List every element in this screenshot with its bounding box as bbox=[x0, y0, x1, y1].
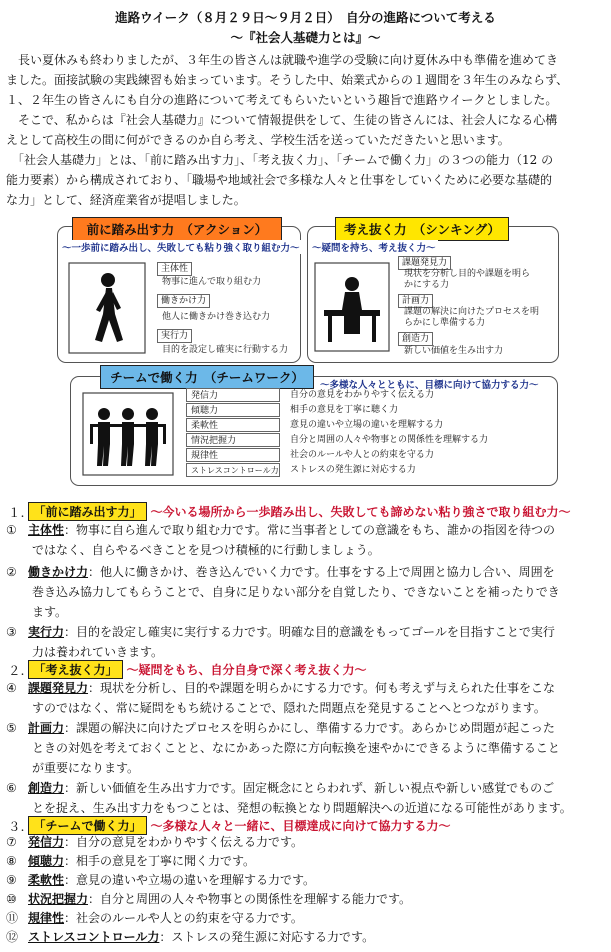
item-row: ⑪ 規律性：社会のルールや人との約束を守る力です。 bbox=[6, 911, 303, 925]
thinking-desc-3: 新しい価値を生み出す力 bbox=[404, 346, 504, 356]
item-row: ① 主体性：物事に自ら進んで取り組む力です。常に当事者としての意識をもち、誰かの指図を待つの bbox=[6, 523, 556, 537]
team-desc-6: ストレスの発生源に対応する力 bbox=[290, 465, 416, 475]
intro-line: ました。面接試験の実践練習も始まっています。そうした中、始業式からの１週間を３年生のみならず、 bbox=[6, 73, 569, 87]
intro-line: そこで、私からは『社会人基礎力』について情報提供をして、生徒の皆さんには、社会人になる心構 bbox=[6, 113, 558, 127]
item-cont: とを捉え、生み出す力をもつことは、発想の転換となり問題解決への近道になる可能性があります。 bbox=[32, 801, 572, 815]
item-row: ⑫ ストレスコントロール力：ストレスの発生源に対応する力です。 bbox=[6, 930, 375, 944]
section-tagline: ～今いる場所から一歩踏み出し、失敗しても諦めない粘り強さで取り組む力～ bbox=[150, 505, 571, 519]
item-row: ② 働きかけ力：他人に働きかけ、巻き込んでいく力です。仕事をする上で周囲と協力し合い、周囲を bbox=[6, 565, 555, 579]
thinking-label-1: 課題発見力 bbox=[398, 256, 451, 270]
section-heading-2 bbox=[8, 660, 367, 679]
team-people-icon bbox=[82, 392, 174, 476]
item-cont: 力は養われていきます。 bbox=[32, 645, 164, 659]
intro-line: な力」として、経済産業省が提唱しました。 bbox=[6, 193, 246, 207]
team-desc-1: 自分の意見をわかりやすく伝える力 bbox=[290, 390, 435, 400]
item-row: ⑤ 計画力：課題の解決に向けたプロセスを明らかにし、準備する力です。あらかじめ問題が起こった bbox=[6, 721, 555, 735]
item-term: 規律性 bbox=[28, 911, 65, 925]
action-label-1: 主体性 bbox=[157, 262, 192, 276]
section-tag: 「考え抜く力」 bbox=[28, 660, 122, 679]
walking-person-icon bbox=[68, 262, 146, 354]
item-row: ⑨ 柔軟性：意見の違いや立場の違いを理解する力です。 bbox=[6, 873, 316, 887]
item-term: 実行力 bbox=[28, 625, 65, 639]
item-cont: ます。 bbox=[32, 605, 68, 619]
action-desc-2: 他人に働きかけ巻き込む力 bbox=[162, 312, 271, 322]
thinking-subtitle: ～疑問を持ち、考え抜く力～ bbox=[310, 240, 438, 254]
action-title: 前に踏み出す力 （アクション） bbox=[86, 222, 268, 237]
team-label-2: 傾聴力 bbox=[186, 403, 280, 417]
team-header bbox=[100, 365, 314, 389]
action-desc-3: 目的を設定し確実に行動する力 bbox=[162, 345, 289, 355]
team-label-6: ストレスコントロール力 bbox=[186, 463, 280, 477]
intro-line: 長い夏休みも終わりましたが、３年生の皆さんは就職や進学の受験に向け夏休み中も準備を進めてき bbox=[6, 53, 559, 67]
team-label-4: 情況把握力 bbox=[186, 433, 280, 447]
item-term: 課題発見力 bbox=[28, 681, 89, 695]
item-term: 状況把握力 bbox=[28, 892, 89, 906]
section-tag: 「チームで働く力」 bbox=[28, 816, 146, 835]
item-cont: ときの対処を考えておくことと、なにかあった際に方向転換を速やかにできるように準備すること bbox=[32, 741, 560, 755]
item-cont: ではなく、自らやるべきことを見つけ積極的に行動しましょう。 bbox=[32, 543, 380, 557]
item-row: ④ 課題発見力：現状を分析し、目的や課題を明らかにする力です。何も考えず与えられた仕事をこな bbox=[6, 681, 556, 695]
thinking-label-2: 計画力 bbox=[398, 294, 433, 308]
thinking-desc-2b: らかにし準備する力 bbox=[404, 318, 486, 328]
action-label-2: 働きかけ力 bbox=[157, 294, 210, 308]
item-row: ⑧ 傾聴力：相手の意見を丁寧に聞く力です。 bbox=[6, 854, 256, 868]
team-title: チームで働く力 （チームワーク） bbox=[110, 370, 304, 385]
thinking-desc-2a: 課題の解決に向けたプロセスを明 bbox=[404, 307, 540, 317]
section-tag: 「前に踏み出す力」 bbox=[28, 502, 146, 521]
item-row: ⑦ 発信力：自分の意見をわかりやすく伝える力です。 bbox=[6, 835, 304, 849]
thinking-label-3: 創造力 bbox=[398, 332, 433, 346]
item-term: 柔軟性 bbox=[28, 873, 65, 887]
action-header bbox=[72, 217, 282, 241]
item-term: 発信力 bbox=[28, 835, 65, 849]
item-cont: 巻き込み協力してもらうことで、自身に足りない部分を自覚したり、できないことを補ったりでき bbox=[32, 585, 560, 599]
thinking-header bbox=[335, 217, 509, 241]
item-term: ストレスコントロール力 bbox=[28, 930, 160, 944]
item-term: 計画力 bbox=[28, 721, 65, 735]
team-desc-5: 社会のルールや人との約束を守る力 bbox=[290, 450, 434, 460]
thinking-title: 考え抜く力 （シンキング） bbox=[344, 222, 500, 237]
item-term: 主体性 bbox=[28, 523, 65, 537]
item-term: 創造力 bbox=[28, 781, 65, 795]
section-tagline: ～疑問をもち、自分自身で深く考え抜く力～ bbox=[126, 663, 367, 677]
action-label-3: 実行力 bbox=[157, 329, 192, 343]
team-desc-2: 相手の意見を丁寧に聴く力 bbox=[290, 405, 399, 415]
item-term: 働きかけ力 bbox=[28, 565, 89, 579]
team-desc-3: 意見の違いや立場の違いを理解する力 bbox=[290, 420, 444, 430]
action-subtitle: ～一歩前に踏み出し、失敗しても粘り強く取り組む力～ bbox=[60, 240, 302, 254]
thinking-desc-1b: かにする力 bbox=[404, 280, 450, 290]
section-num: ３. bbox=[8, 818, 25, 834]
item-row: ③ 実行力：目的を設定し確実に実行する力です。明確な目的意識をもってゴールを目指すことで実行 bbox=[6, 625, 555, 639]
team-label-1: 発信力 bbox=[186, 388, 280, 402]
page-title: 進路ウイーク（８月２９日～９月２日） 自分の進路について考える bbox=[115, 10, 496, 25]
thinking-desc-1a: 現状を分析し目的や課題を明ら bbox=[404, 269, 531, 279]
intro-line: 「社会人基礎力」とは、「前に踏み出す力」、「考え抜く力」、「チームで働く力」の３つの能力（12 の bbox=[6, 153, 554, 167]
intro-line: １、２年生の皆さんにも自分の進路について考えてもらいたいという趣旨で進路ウイークとしました。 bbox=[6, 93, 558, 107]
team-subtitle: ～多様な人々とともに、目標に向けて協力する力～ bbox=[318, 377, 541, 391]
item-cont: が重要になります。 bbox=[32, 761, 140, 775]
team-table bbox=[186, 388, 550, 476]
item-row: ⑩ 状況把握力：自分と周囲の人々や物事との関係性を理解する能力です。 bbox=[6, 892, 412, 906]
action-desc-1: 物事に進んで取り組む力 bbox=[162, 277, 262, 287]
section-num: ２. bbox=[8, 662, 25, 678]
team-desc-4: 自分と周囲の人々や物事との関係性を理解する力 bbox=[290, 435, 489, 445]
team-label-5: 規律性 bbox=[186, 448, 280, 462]
item-row: ⑥ 創造力：新しい価値を生み出す力です。固定概念にとらわれず、新しい視点や新しい感覚でものご bbox=[6, 781, 555, 795]
thinking-person-icon bbox=[314, 262, 390, 352]
page-subtitle: ～『社会人基礎力とは』～ bbox=[230, 30, 381, 45]
item-cont: すのではなく、常に疑問をもち続けることで、隠れた問題点を発見することへとつながります。 bbox=[32, 701, 546, 715]
intro-line: 能力要素）から構成されており、「職場や地域社会で多様な人々と仕事をしていくために必要な基礎的 bbox=[6, 173, 553, 187]
section-num: １. bbox=[8, 504, 25, 520]
section-tagline: ～多様な人々と一緒に、目標達成に向けて協力する力～ bbox=[150, 819, 451, 833]
section-heading-1 bbox=[8, 502, 571, 521]
team-label-3: 柔軟性 bbox=[186, 418, 280, 432]
item-term: 傾聴力 bbox=[28, 854, 65, 868]
intro-line: えとして高校生の間に何ができるのか自ら考え、学校生活を送っていただきたいと思います。 bbox=[6, 133, 510, 147]
